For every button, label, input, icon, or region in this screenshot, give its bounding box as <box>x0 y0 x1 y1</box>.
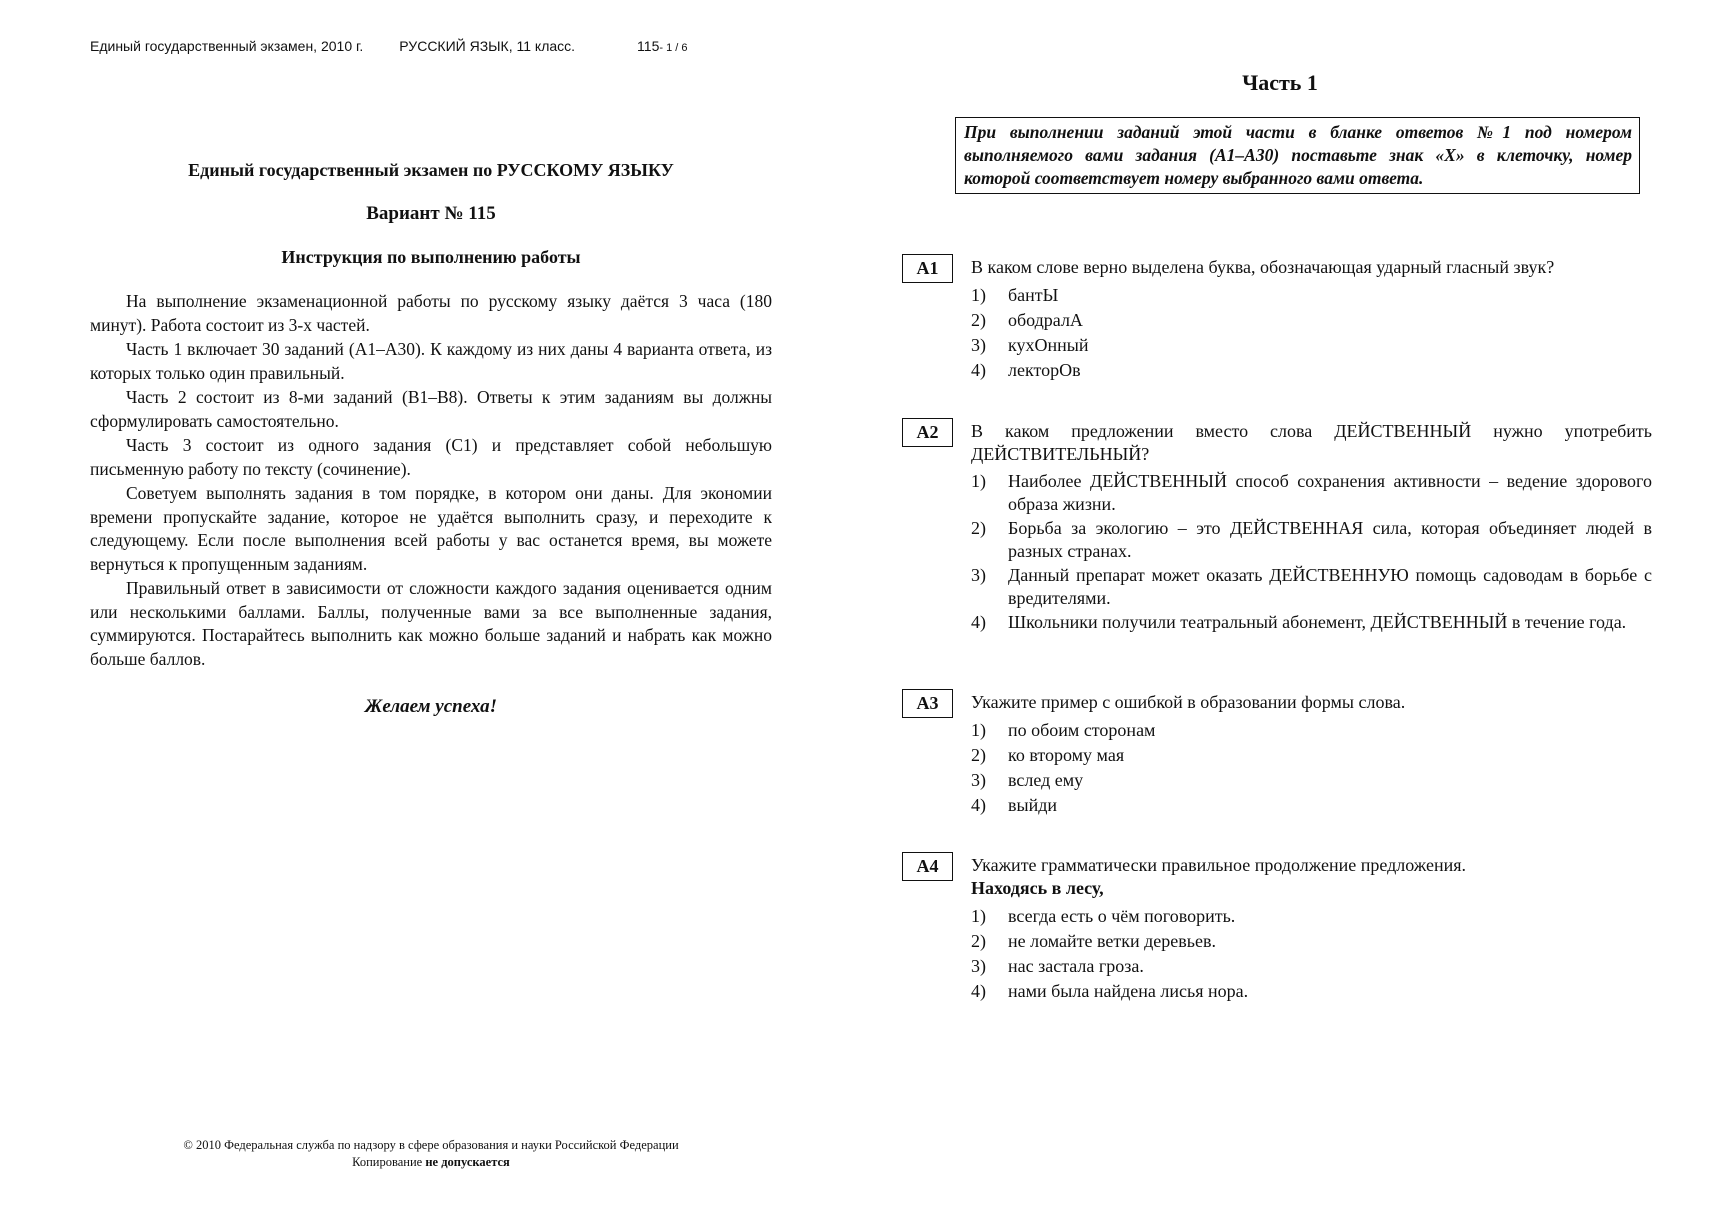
answer-option <box>971 929 1652 953</box>
answer-option <box>971 470 1652 516</box>
footer-copy-forbidden: не допускается <box>425 1155 510 1169</box>
instruction-paragraph: Правильный ответ в зависимости от сложности каждого задания оценивается одним или несколькими баллами. Баллы, полученные вами за все выполненные задания, суммируются. Постарайтесь выполнить как можно больше заданий и набрать как можно больше баллов. <box>90 578 772 669</box>
instruction-paragraph: На выполнение экзаменационной работы по русскому языку даётся 3 часа (180 минут). Работа состоит из 3-х частей. <box>90 291 772 335</box>
left-page <box>90 0 772 1208</box>
option-number: 3) <box>971 770 986 790</box>
answer-option <box>971 904 1652 928</box>
instruction-paragraph: Часть 2 состоит из 8-ми заданий (В1–В8). Ответы к этим заданиям вы должны сформулировать самостоятельно. <box>90 387 772 431</box>
page-header <box>90 38 688 54</box>
answer-option <box>971 333 1652 357</box>
option-number: 1) <box>971 471 986 491</box>
answer-option <box>971 768 1652 792</box>
footer-copy-notice <box>90 1154 772 1171</box>
footer-copy-label: Копирование <box>352 1155 423 1169</box>
option-text: кухОнный <box>1008 335 1089 355</box>
option-number: 3) <box>971 335 986 355</box>
instructions-body <box>90 290 772 672</box>
task-question: Укажите пример с ошибкой в образовании формы слова. <box>971 692 1406 712</box>
task-a4 <box>900 852 1652 1004</box>
option-text: лекторОв <box>1008 360 1081 380</box>
option-text: Борьба за экологию – это ДЕЙСТВЕННАЯ сила, которая объединяет людей в разных странах. <box>1008 518 1652 561</box>
task-question: В каком слове верно выделена буква, обозначающая ударный гласный звук? <box>971 257 1555 277</box>
answer-option <box>971 308 1652 332</box>
instruction-paragraph: Советуем выполнять задания в том порядке, в котором они даны. Для экономии времени пропускайте задание, которое не удаётся выполнить сразу, и переходите к следующему. Если после выполнения всей работы у вас останется время, вы можете вернуться к пропущенным заданиям. <box>90 483 772 574</box>
option-text: ко второму мая <box>1008 745 1125 765</box>
option-text: нас застала гроза. <box>1008 956 1144 976</box>
task-label: А3 <box>902 689 953 718</box>
header-subject: РУССКИЙ ЯЗЫК, 11 класс. <box>399 38 576 54</box>
right-page <box>900 0 1660 1208</box>
task-question: В каком предложении вместо слова ДЕЙСТВЕННЫЙ нужно употребить ДЕЙСТВИТЕЛЬНЫЙ? <box>971 421 1652 464</box>
option-number: 2) <box>971 518 986 538</box>
instruction-paragraph: Часть 1 включает 30 заданий (А1–А30). К каждому из них даны 4 варианта ответа, из которых только один правильный. <box>90 339 772 383</box>
instructions-note-box: При выполнении заданий этой части в бланке ответов №1 под номером выполняемого вами задания (А1–А30) поставьте знак «X» в клеточку, номер которой соответствует номеру выбранного вами ответа. <box>955 117 1640 194</box>
answer-option <box>971 979 1652 1003</box>
answer-option <box>971 954 1652 978</box>
answer-option <box>971 517 1652 563</box>
task-label: А1 <box>902 254 953 283</box>
answer-option <box>971 564 1652 610</box>
option-text: ободралА <box>1008 310 1083 330</box>
option-number: 1) <box>971 285 986 305</box>
option-text: Наиболее ДЕЙСТВЕННЫЙ способ сохранения активности – ведение здорового образа жизни. <box>1008 471 1652 514</box>
option-number: 1) <box>971 906 986 926</box>
answer-option <box>971 718 1652 742</box>
answer-option <box>971 793 1652 817</box>
header-exam: Единый государственный экзамен, 2010 г. <box>90 38 364 54</box>
option-text: выйди <box>1008 795 1058 815</box>
option-number: 1) <box>971 720 986 740</box>
document-title: Единый государственный экзамен по РУССКОМУ ЯЗЫКУ <box>188 160 674 180</box>
part-title: Часть 1 <box>1242 70 1318 95</box>
option-number: 3) <box>971 565 986 585</box>
answer-option <box>971 743 1652 767</box>
option-text: Данный препарат может оказать ДЕЙСТВЕННУЮ помощь садоводам в борьбе с вредителями. <box>1008 565 1652 608</box>
option-number: 4) <box>971 981 986 1001</box>
task-question: Укажите грамматически правильное продолжение предложения. <box>971 855 1467 875</box>
option-number: 2) <box>971 931 986 951</box>
option-text: по обоим сторонам <box>1008 720 1156 740</box>
answer-options <box>971 470 1652 634</box>
task-a1 <box>900 254 1652 383</box>
header-page-number: 115 <box>637 38 660 54</box>
header-page-fraction: - 1 / 6 <box>659 42 688 54</box>
footer-copyright: © 2010 Федеральная служба по надзору в сфере образования и науки Российской Федерации <box>183 1138 679 1152</box>
page-footer <box>90 1137 772 1171</box>
answer-options <box>971 904 1652 1003</box>
option-text: вслед ему <box>1008 770 1084 790</box>
instruction-paragraph: Часть 3 состоит из одного задания (С1) и представляет собой небольшую письменную работу по тексту (сочинение). <box>90 435 772 479</box>
variant-title: Вариант № 115 <box>366 203 496 224</box>
option-number: 4) <box>971 795 986 815</box>
option-number: 2) <box>971 310 986 330</box>
task-a3 <box>900 689 1652 818</box>
option-number: 4) <box>971 360 986 380</box>
task-a2 <box>900 418 1652 635</box>
answer-options <box>971 283 1652 382</box>
answer-option <box>971 611 1652 634</box>
option-text: нами была найдена лисья нора. <box>1008 981 1249 1001</box>
option-number: 3) <box>971 956 986 976</box>
answer-options <box>971 718 1652 817</box>
task-label: А4 <box>902 852 953 881</box>
task-label: А2 <box>902 418 953 447</box>
option-text: Школьники получили театральный абонемент, ДЕЙСТВЕННЫЙ в течение года. <box>1008 612 1627 632</box>
option-text: всегда есть о чём поговорить. <box>1008 906 1236 926</box>
answer-option <box>971 283 1652 307</box>
option-text: не ломайте ветки деревьев. <box>1008 931 1216 951</box>
option-text: бантЫ <box>1008 285 1059 305</box>
good-luck-text: Желаем успеха! <box>364 696 498 717</box>
option-number: 4) <box>971 612 986 632</box>
task-sentence-start: Находясь в лесу, <box>971 878 1104 898</box>
option-number: 2) <box>971 745 986 765</box>
instructions-title: Инструкция по выполнению работы <box>281 247 581 267</box>
answer-option <box>971 358 1652 382</box>
